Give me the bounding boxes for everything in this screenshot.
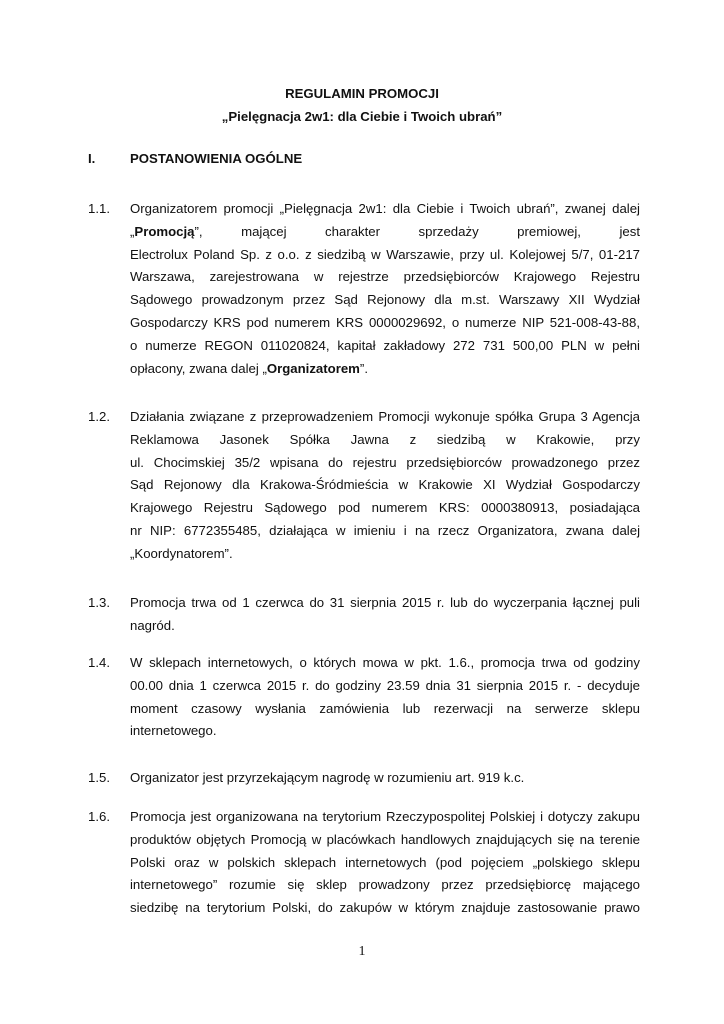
paragraph-line: „Koordynatorem”.: [130, 545, 233, 561]
paragraph-number: 1.5.: [88, 770, 110, 785]
paragraph-line: Gospodarczy KRS pod numerem KRS 0000029692, o numerze NIP 521-008-43-88,: [130, 314, 640, 330]
paragraph-line: Warszawa, zarejestrowana w rejestrze przedsiębiorców Krajowego Rejestru: [130, 269, 640, 285]
paragraph-number: 1.2.: [88, 409, 110, 424]
paragraph-line: Krajowego Rejestru Sądowego pod numerem KRS: 0000380913, posiadająca: [130, 500, 640, 516]
paragraph-line: 00.00 dnia 1 czerwca 2015 r. do godziny 23.59 dnia 31 sierpnia 2015 r. - decyduje: [130, 677, 640, 693]
paragraph-line: siedzibę na terytorium Polski, do zakupów w którym znajduje zastosowanie prawo: [130, 900, 640, 916]
paragraph-line: Sądowego prowadzonym przez Sąd Rejonowy dla m.st. Warszawy XII Wydział: [130, 292, 640, 308]
paragraph-line: Reklamowa Jasonek Spółka Jawna z siedzibą w Krakowie, przy: [130, 431, 640, 447]
paragraph-line: W sklepach internetowych, o których mowa w pkt. 1.6., promocja trwa od godziny: [130, 655, 640, 670]
paragraph-line: Sąd Rejonowy dla Krakowa-Śródmieścia w Krakowie XI Wydział Gospodarczy: [130, 477, 640, 493]
paragraph-line: produktów objętych Promocją w placówkach handlowych znajdujących się na terenie: [130, 831, 640, 847]
paragraph-line: nr NIP: 6772355485, działająca w imieniu i na rzecz Organizatora, zwana dalej: [130, 522, 640, 538]
paragraph-line: opłacony, zwana dalej „Organizatorem”.: [130, 360, 368, 376]
paragraph-line: ul. Chocimskiej 35/2 wpisana do rejestru przedsiębiorców prowadzonego przez: [130, 454, 640, 470]
paragraph-number: 1.4.: [88, 655, 110, 670]
paragraph-number: 1.3.: [88, 595, 110, 610]
paragraph-line: internetowego.: [130, 723, 217, 739]
paragraph-line: Polski oraz w polskich sklepach internetowych (pod pojęciem „polskiego sklepu: [130, 854, 640, 870]
paragraph-line: Promocja trwa od 1 czerwca do 31 sierpnia 2015 r. lub do wyczerpania łącznej puli: [130, 595, 640, 610]
paragraph-line: internetowego” rozumie się sklep prowadzony przez przedsiębiorcę mającego: [130, 877, 640, 893]
paragraph-line: nagród.: [130, 617, 175, 633]
paragraph-line: „Promocją”, mającej charakter sprzedaży premiowej, jest: [130, 223, 640, 239]
paragraph-number: 1.6.: [88, 809, 110, 824]
section-number: I.: [88, 151, 96, 166]
paragraph-line: Organizator jest przyrzekającym nagrodę w rozumieniu art. 919 k.c.: [130, 770, 525, 785]
paragraph-line: Działania związane z przeprowadzeniem Promocji wykonuje spółka Grupa 3 Agencja: [130, 409, 640, 424]
paragraph-line: o numerze REGON 011020824, kapitał zakładowy 272 731 500,00 PLN w pełni: [130, 337, 640, 353]
page-number: 1: [358, 944, 366, 959]
document-title: REGULAMIN PROMOCJI: [285, 86, 439, 101]
paragraph-line: Promocja jest organizowana na terytorium Rzeczypospolitej Polskiej i dotyczy zakupu: [130, 809, 640, 824]
paragraph-line: moment czasowy wysłania zamówienia lub rezerwacji na serwerze sklepu: [130, 700, 640, 716]
document-subtitle: „Pielęgnacja 2w1: dla Ciebie i Twoich ubrań”: [221, 109, 503, 124]
section-title: POSTANOWIENIA OGÓLNE: [130, 151, 303, 166]
paragraph-line: Organizatorem promocji „Pielęgnacja 2w1: dla Ciebie i Twoich ubrań”, zwanej dalej: [130, 201, 640, 216]
paragraph-line: Electrolux Poland Sp. z o.o. z siedzibą w Warszawie, przy ul. Kolejowej 5/7, 01-217: [130, 246, 640, 262]
paragraph-number: 1.1.: [88, 201, 110, 216]
